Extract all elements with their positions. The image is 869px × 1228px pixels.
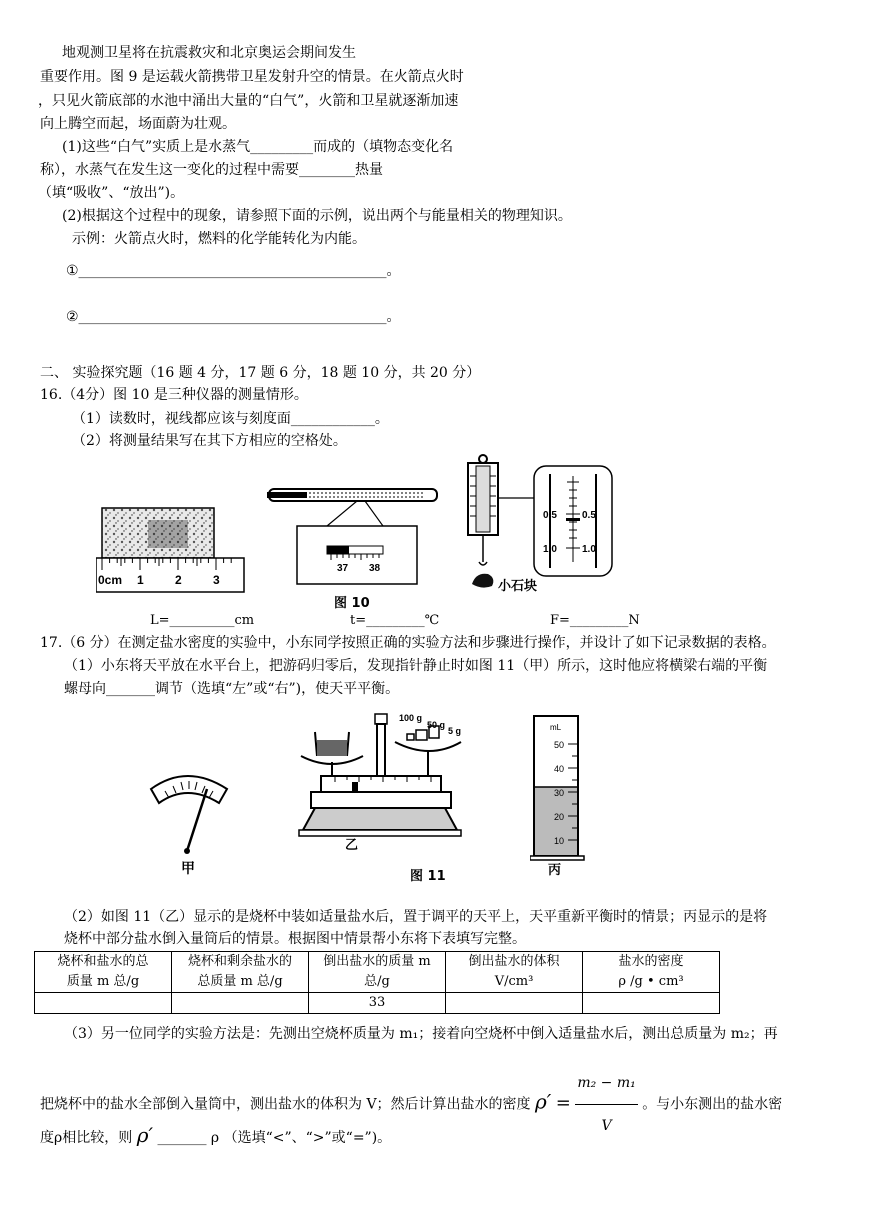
pointer-dial-figure	[145, 765, 235, 877]
q17-part3-b-text: 把烧杯中的盐水全部倒入量筒中，测出盐水的体积为 V；然后计算出盐水的密度	[40, 1096, 531, 1113]
scale-label-05-left: 0.5	[543, 510, 557, 521]
q17-part2-b: 烧杯中部分盐水倒入量筒后的情景。根据图中情景帮小东将下表填写完整。	[64, 931, 526, 947]
cyl-tick-20: 20	[554, 812, 565, 822]
fraction-denominator: V	[601, 1118, 612, 1134]
q16-part1: （1）读数时，视线都应该与刻度面____________。	[72, 411, 389, 427]
answer-length[interactable]: L=__________cm	[150, 613, 255, 628]
q17-part3-c-text: 度ρ相比较，则	[40, 1130, 133, 1146]
density-fraction	[575, 1062, 637, 1147]
right-pan	[395, 742, 461, 751]
label-yi: 乙	[345, 838, 359, 852]
weight-label-100g: 100 g	[399, 713, 423, 723]
cyl-tick-10: 10	[554, 836, 565, 846]
weight-label-50g: 50 g	[427, 720, 446, 730]
fig10-caption: 图 10	[334, 596, 370, 611]
table-header-row	[35, 952, 720, 993]
q17-part3-b-end: 。与小东测出的盐水密	[642, 1096, 783, 1113]
balance-base	[303, 808, 457, 830]
weight-label-5g: 5 g	[448, 726, 462, 736]
scale-label-10-left: 1.0	[543, 544, 557, 555]
table-cell: 33	[309, 993, 446, 1014]
example-line: 示例：火箭点火时，燃料的化学能转化为内能。	[72, 231, 366, 247]
answer-blank-2[interactable]: ②____________________________________________。	[66, 309, 401, 325]
cylinder-unit: mL	[550, 723, 562, 732]
q2-line: (2)根据这个过程中的现象，请参照下面的示例，说出两个与能量相关的物理知识。	[62, 208, 572, 224]
intro-line-3: ，只见火箭底部的水池中涌出大量的“白气”，火箭和卫星就逐渐加速	[38, 93, 459, 109]
therm-label-37: 37	[337, 563, 349, 574]
scale-label-05-right: 0.5	[582, 510, 596, 521]
scale-label-10-right: 1.0	[582, 544, 596, 555]
table-header-cell: 盐水的密度 ρ /g • cm³	[583, 952, 720, 993]
table-cell[interactable]	[172, 993, 309, 1014]
q16-part2: （2）将测量结果写在其下方相应的空格处。	[72, 433, 347, 449]
ruler-label-3: 3	[213, 573, 220, 587]
answer-blank-1[interactable]: ①____________________________________________。	[66, 263, 401, 279]
q1-line-a: (1)这些“白气”实质上是水蒸气_________而成的（填物态变化名	[62, 139, 454, 155]
table-cell[interactable]	[35, 993, 172, 1014]
weight-50g	[416, 730, 427, 740]
table-row	[35, 993, 720, 1014]
fig11-caption: 图 11	[410, 869, 446, 884]
weight-5g	[407, 734, 414, 740]
ruler-figure	[96, 500, 246, 595]
label-jia: 甲	[181, 861, 195, 877]
stone	[472, 574, 493, 588]
rho-prime-symbol-2: ρ′	[136, 1123, 153, 1147]
cylinder-figure	[530, 714, 590, 878]
table-header-cell: 倒出盐水的质量 m 总/g	[309, 952, 446, 993]
answer-temperature[interactable]: t=_________℃	[350, 613, 440, 628]
fraction-numerator: m₂ − m₁	[575, 1062, 637, 1105]
record-table	[34, 951, 720, 1014]
table-cell[interactable]	[446, 993, 583, 1014]
section-heading: 二、 实验探究题（16 题 4 分，17 题 6 分，18 题 10 分，共 20 分）	[40, 365, 481, 381]
q17-title: 17.（6 分）在测定盐水密度的实验中，小东同学按照正确的实验方法和步骤进行操作，并设计了如下记录数据的表格。	[40, 635, 776, 651]
q1-line-b: 称），水蒸气在发生这一变化的过程中需要________热量	[40, 162, 383, 178]
cyl-tick-30: 30	[554, 788, 565, 798]
q17-part3-a: （3）另一位同学的实验方法是：先测出空烧杯质量为 m₁；接着向空烧杯中倒入适量盐水后，测出总质量为 m₂；再	[64, 1026, 778, 1042]
q16-title: 16.（4分）图 10 是三种仪器的测量情形。	[40, 387, 308, 403]
thermometer-figure	[265, 480, 445, 590]
therm-label-38: 38	[369, 563, 381, 574]
cyl-tick-50: 50	[554, 740, 565, 750]
thermometer-zoom-box	[297, 526, 417, 584]
equals-sign: =	[555, 1092, 571, 1114]
ruler-label-1: 1	[137, 573, 144, 587]
q17-part1-b: 螺母向_______调节（选填“左”或“右”)，使天平平衡。	[64, 681, 400, 697]
answer-force[interactable]: F=_________N	[550, 613, 640, 628]
table-header-cell: 烧杯和盐水的总 质量 m 总/g	[35, 952, 172, 993]
q17-part1-a: （1）小东将天平放在水平台上，把游码归零后，发现指针静止时如图 11（甲）所示，这时他应将横梁右端的平衡	[64, 658, 768, 674]
table-header-cell: 倒出盐水的体积 V/cm³	[446, 952, 583, 993]
intro-line-4: 向上腾空而起，场面蔚为壮观。	[40, 116, 236, 132]
ruler-label-2: 2	[175, 573, 182, 587]
dial-scale	[151, 776, 227, 803]
intro-line-2: 重要作用。图 9 是运载火箭携带卫星发射升空的情景。在火箭点火时	[40, 69, 464, 85]
intro-line-1: 地观测卫星将在抗震救灾和北京奥运会期间发生	[62, 45, 356, 61]
q1-line-c: （填“吸收”、“放出”)。	[38, 185, 185, 201]
stone-label: 小石块	[498, 579, 538, 594]
q17-part2-a: （2）如图 11（乙）显示的是烧杯中装如适量盐水后，置于调平的天平上，天平重新平衡时的情景；丙显示的是将	[64, 909, 768, 925]
cyl-tick-40: 40	[554, 764, 565, 774]
rider	[352, 782, 358, 792]
spring-scale-figure	[462, 452, 617, 602]
beaker-saltwater	[317, 740, 347, 756]
table-cell[interactable]	[583, 993, 720, 1014]
q17-part3-c-blank[interactable]: _______ ρ （选填“<”、“>”或“=”)。	[157, 1130, 392, 1146]
rho-prime-symbol: ρ′	[535, 1089, 552, 1114]
dial-pointer	[187, 789, 207, 851]
table-header-cell: 烧杯和剩余盐水的 总质量 m 总/g	[172, 952, 309, 993]
balance-figure	[295, 712, 465, 852]
label-bing: 丙	[548, 863, 562, 878]
ruler-label-0: 0cm	[98, 573, 123, 587]
q17-part3-c	[40, 1124, 391, 1149]
